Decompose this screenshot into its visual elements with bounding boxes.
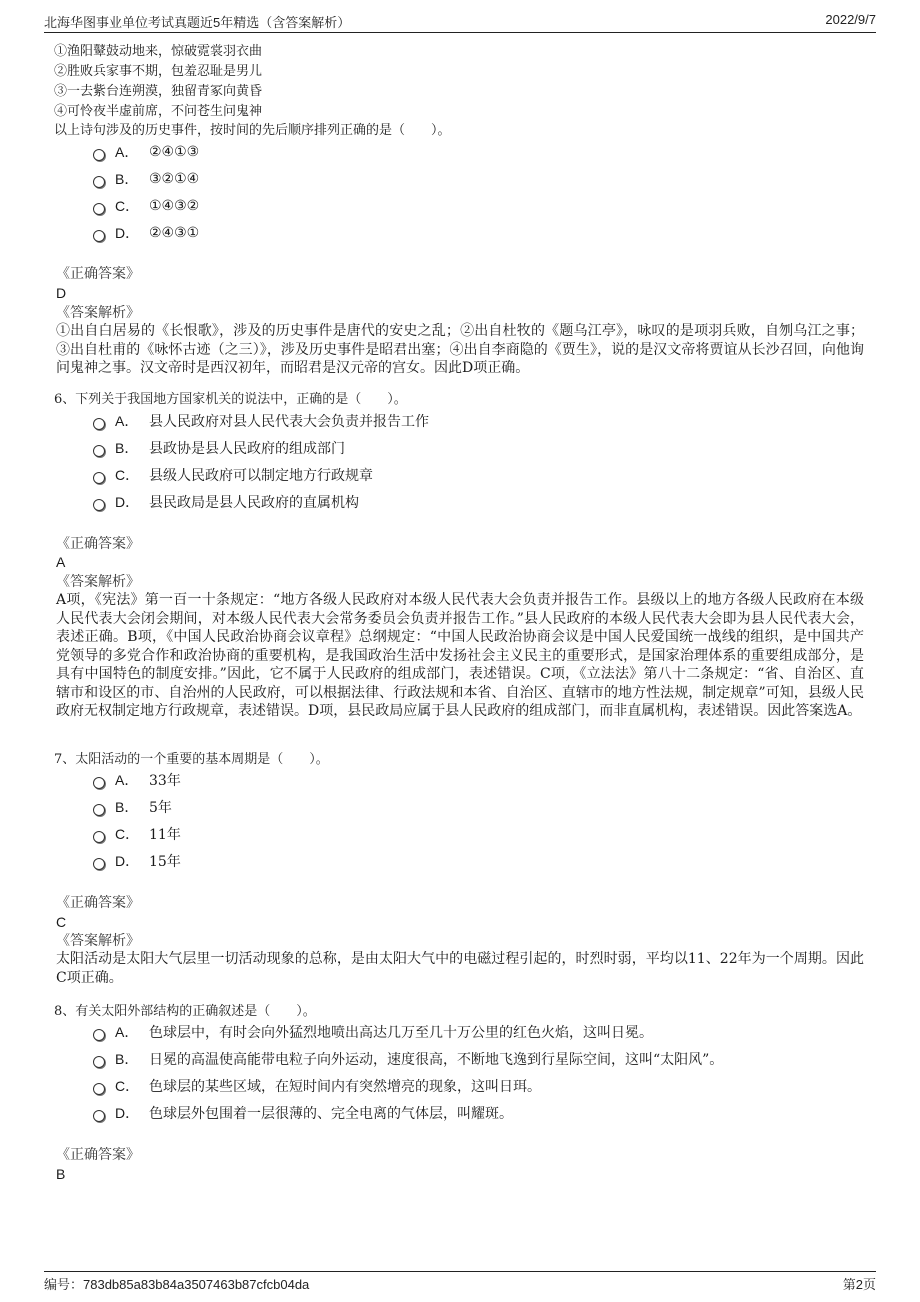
radio-icon[interactable] bbox=[93, 858, 105, 870]
analysis-label: 《答案解析》 bbox=[56, 574, 140, 590]
option-b[interactable] bbox=[93, 797, 172, 817]
option-text: 县政协是县人民政府的组成部门 bbox=[149, 441, 345, 457]
option-text: 色球层外包围着一层很薄的、完全电离的气体层，叫耀斑。 bbox=[149, 1106, 513, 1122]
option-text: ③②①④ bbox=[149, 171, 200, 187]
option-letter: D． bbox=[115, 494, 140, 510]
option-letter: C． bbox=[115, 1078, 140, 1094]
option-text: 县民政局是县人民政府的直属机构 bbox=[149, 495, 359, 511]
option-letter: A． bbox=[115, 144, 139, 160]
correct-answer: A bbox=[56, 554, 66, 570]
document-title: 北海华图事业单位考试真题近5年精选（含答案解析） bbox=[44, 15, 351, 30]
radio-icon[interactable] bbox=[93, 1083, 105, 1095]
question-stem: 以上诗句涉及的历史事件，按时间的先后顺序排列正确的是（ ）。 bbox=[54, 123, 451, 138]
option-letter: B． bbox=[115, 440, 139, 456]
option-text: 15年 bbox=[149, 854, 181, 870]
option-a[interactable] bbox=[93, 1022, 653, 1042]
option-letter: D． bbox=[115, 1105, 140, 1121]
option-text: 33年 bbox=[149, 773, 181, 789]
document-date: 2022/9/7 bbox=[825, 12, 876, 27]
question-stem: 8、有关太阳外部结构的正确叙述是（ ）。 bbox=[54, 1004, 316, 1019]
option-letter: B． bbox=[115, 1051, 139, 1067]
page-header bbox=[44, 10, 876, 33]
option-text: 5年 bbox=[149, 800, 172, 816]
option-text: 11年 bbox=[149, 827, 181, 843]
radio-icon[interactable] bbox=[93, 804, 105, 816]
poem-line-1: ①渔阳鼙鼓动地来，惊破霓裳羽衣曲 bbox=[54, 44, 263, 59]
page-number: 第2页 bbox=[842, 1277, 876, 1292]
option-text: ②④③① bbox=[149, 225, 200, 241]
radio-icon[interactable] bbox=[93, 418, 105, 430]
page-footer bbox=[44, 1271, 876, 1294]
option-letter: A． bbox=[115, 413, 139, 429]
radio-icon[interactable] bbox=[93, 499, 105, 511]
option-letter: B． bbox=[115, 799, 139, 815]
option-a[interactable] bbox=[93, 142, 199, 162]
option-letter: D． bbox=[115, 225, 140, 241]
radio-icon[interactable] bbox=[93, 777, 105, 789]
analysis-text: A项，《宪法》第一百一十条规定：“地方各级人民政府对本级人民代表大会负责并报告工作。县级以上的地方各级人民政府在本级人民代表大会闭会期间，对本级人民代表大会常务委员会负责并报告工作。”县人民政府的本级人民代表大会即为县人民代表大会，表述正确。B项，《中国人民政治协商会议章程》总纲规定：“中国人民政治协商会议是中国人民爱国统一战线的组织，是中国共产党领导的多党合作和政治协商的重要机构，是我国政治生活中发扬社会主义民主的重要形式，是国家治理体系的重要组成部分，是具有中国特色的制度安排。”因此，它不属于人民政府的组成部门，表述错误。C项，《立法法》第八十二条规定：“省、自治区、直辖市和设区的市、自治州的人民政府，可以根据法律、行政法规和本省、自治区、直辖市的地方性法规，制定规章”可知，县级人民政府无权制定地方行政规章，表述错误。D项，县民政局应属于县人民政府的组成部门，而非直属机构，表述错误。因此答案选A。 bbox=[56, 592, 864, 719]
option-c[interactable] bbox=[93, 824, 181, 844]
correct-answer-label: 《正确答案》 bbox=[56, 1147, 140, 1163]
poem-line-3: ③一去紫台连朔漠，独留青冢向黄昏 bbox=[54, 84, 263, 99]
radio-icon[interactable] bbox=[93, 176, 105, 188]
radio-icon[interactable] bbox=[93, 831, 105, 843]
option-letter: D． bbox=[115, 853, 140, 869]
correct-answer-label: 《正确答案》 bbox=[56, 266, 140, 282]
analysis-text: ①出自白居易的《长恨歌》，涉及的历史事件是唐代的安史之乱；②出自杜牧的《题乌江亭》，咏叹的是项羽兵败，自刎乌江之事；③出自杜甫的《咏怀古迹（之三）》，涉及历史事件是昭君出塞；④出自李商隐的《贾生》，说的是汉文帝将贾谊从长沙召回，向他询问鬼神之事。汉文帝时是西汉初年，而昭君是汉元帝的宫女。因此D项正确。 bbox=[56, 323, 864, 376]
option-text: ②④①③ bbox=[149, 144, 200, 160]
radio-icon[interactable] bbox=[93, 445, 105, 457]
option-b[interactable] bbox=[93, 169, 199, 189]
question-stem: 6、下列关于我国地方国家机关的说法中，正确的是（ ）。 bbox=[54, 392, 407, 407]
correct-answer-label: 《正确答案》 bbox=[56, 536, 140, 552]
option-d[interactable] bbox=[93, 223, 199, 243]
option-text: 色球层中，有时会向外猛烈地喷出高达几万至几十万公里的红色火焰，这叫日冕。 bbox=[149, 1025, 653, 1041]
option-b[interactable] bbox=[93, 438, 345, 458]
radio-icon[interactable] bbox=[93, 1029, 105, 1041]
radio-icon[interactable] bbox=[93, 1056, 105, 1068]
option-text: 县人民政府对县人民代表大会负责并报告工作 bbox=[149, 414, 429, 430]
radio-icon[interactable] bbox=[93, 149, 105, 161]
option-c[interactable] bbox=[93, 196, 199, 216]
radio-icon[interactable] bbox=[93, 203, 105, 215]
option-d[interactable] bbox=[93, 1103, 513, 1123]
poem-line-4: ④可怜夜半虚前席，不问苍生问鬼神 bbox=[54, 104, 263, 119]
radio-icon[interactable] bbox=[93, 230, 105, 242]
option-letter: B． bbox=[115, 171, 139, 187]
option-c[interactable] bbox=[93, 465, 373, 485]
document-code: 编号：783db85a83b84a3507463b87cfcb04da bbox=[44, 1277, 310, 1292]
option-text: 县级人民政府可以制定地方行政规章 bbox=[149, 468, 373, 484]
poem-line-2: ②胜败兵家事不期，包羞忍耻是男儿 bbox=[54, 64, 263, 79]
analysis-label: 《答案解析》 bbox=[56, 933, 140, 949]
option-a[interactable] bbox=[93, 411, 429, 431]
option-d[interactable] bbox=[93, 492, 359, 512]
radio-icon[interactable] bbox=[93, 1110, 105, 1122]
option-letter: C． bbox=[115, 467, 140, 483]
radio-icon[interactable] bbox=[93, 472, 105, 484]
analysis-text: 太阳活动是太阳大气层里一切活动现象的总称，是由太阳大气中的电磁过程引起的，时烈时弱，平均以11、22年为一个周期。因此C项正确。 bbox=[56, 951, 864, 986]
option-text: 色球层的某些区域，在短时间内有突然增亮的现象，这叫日珥。 bbox=[149, 1079, 541, 1095]
option-letter: A． bbox=[115, 772, 139, 788]
question-stem: 7、太阳活动的一个重要的基本周期是（ ）。 bbox=[54, 752, 329, 767]
option-text: ①④③② bbox=[149, 198, 200, 214]
correct-answer: B bbox=[56, 1166, 66, 1182]
option-letter: C． bbox=[115, 198, 140, 214]
option-text: 日冕的高温使高能带电粒子向外运动，速度很高，不断地飞逸到行星际空间，这叫“太阳风”。 bbox=[149, 1052, 724, 1068]
option-d[interactable] bbox=[93, 851, 181, 871]
option-c[interactable] bbox=[93, 1076, 541, 1096]
option-letter: C． bbox=[115, 826, 140, 842]
analysis-label: 《答案解析》 bbox=[56, 305, 140, 321]
correct-answer: D bbox=[56, 285, 67, 301]
option-a[interactable] bbox=[93, 770, 181, 790]
correct-answer-label: 《正确答案》 bbox=[56, 895, 140, 911]
correct-answer: C bbox=[56, 914, 67, 930]
option-b[interactable] bbox=[93, 1049, 723, 1069]
option-letter: A． bbox=[115, 1024, 139, 1040]
